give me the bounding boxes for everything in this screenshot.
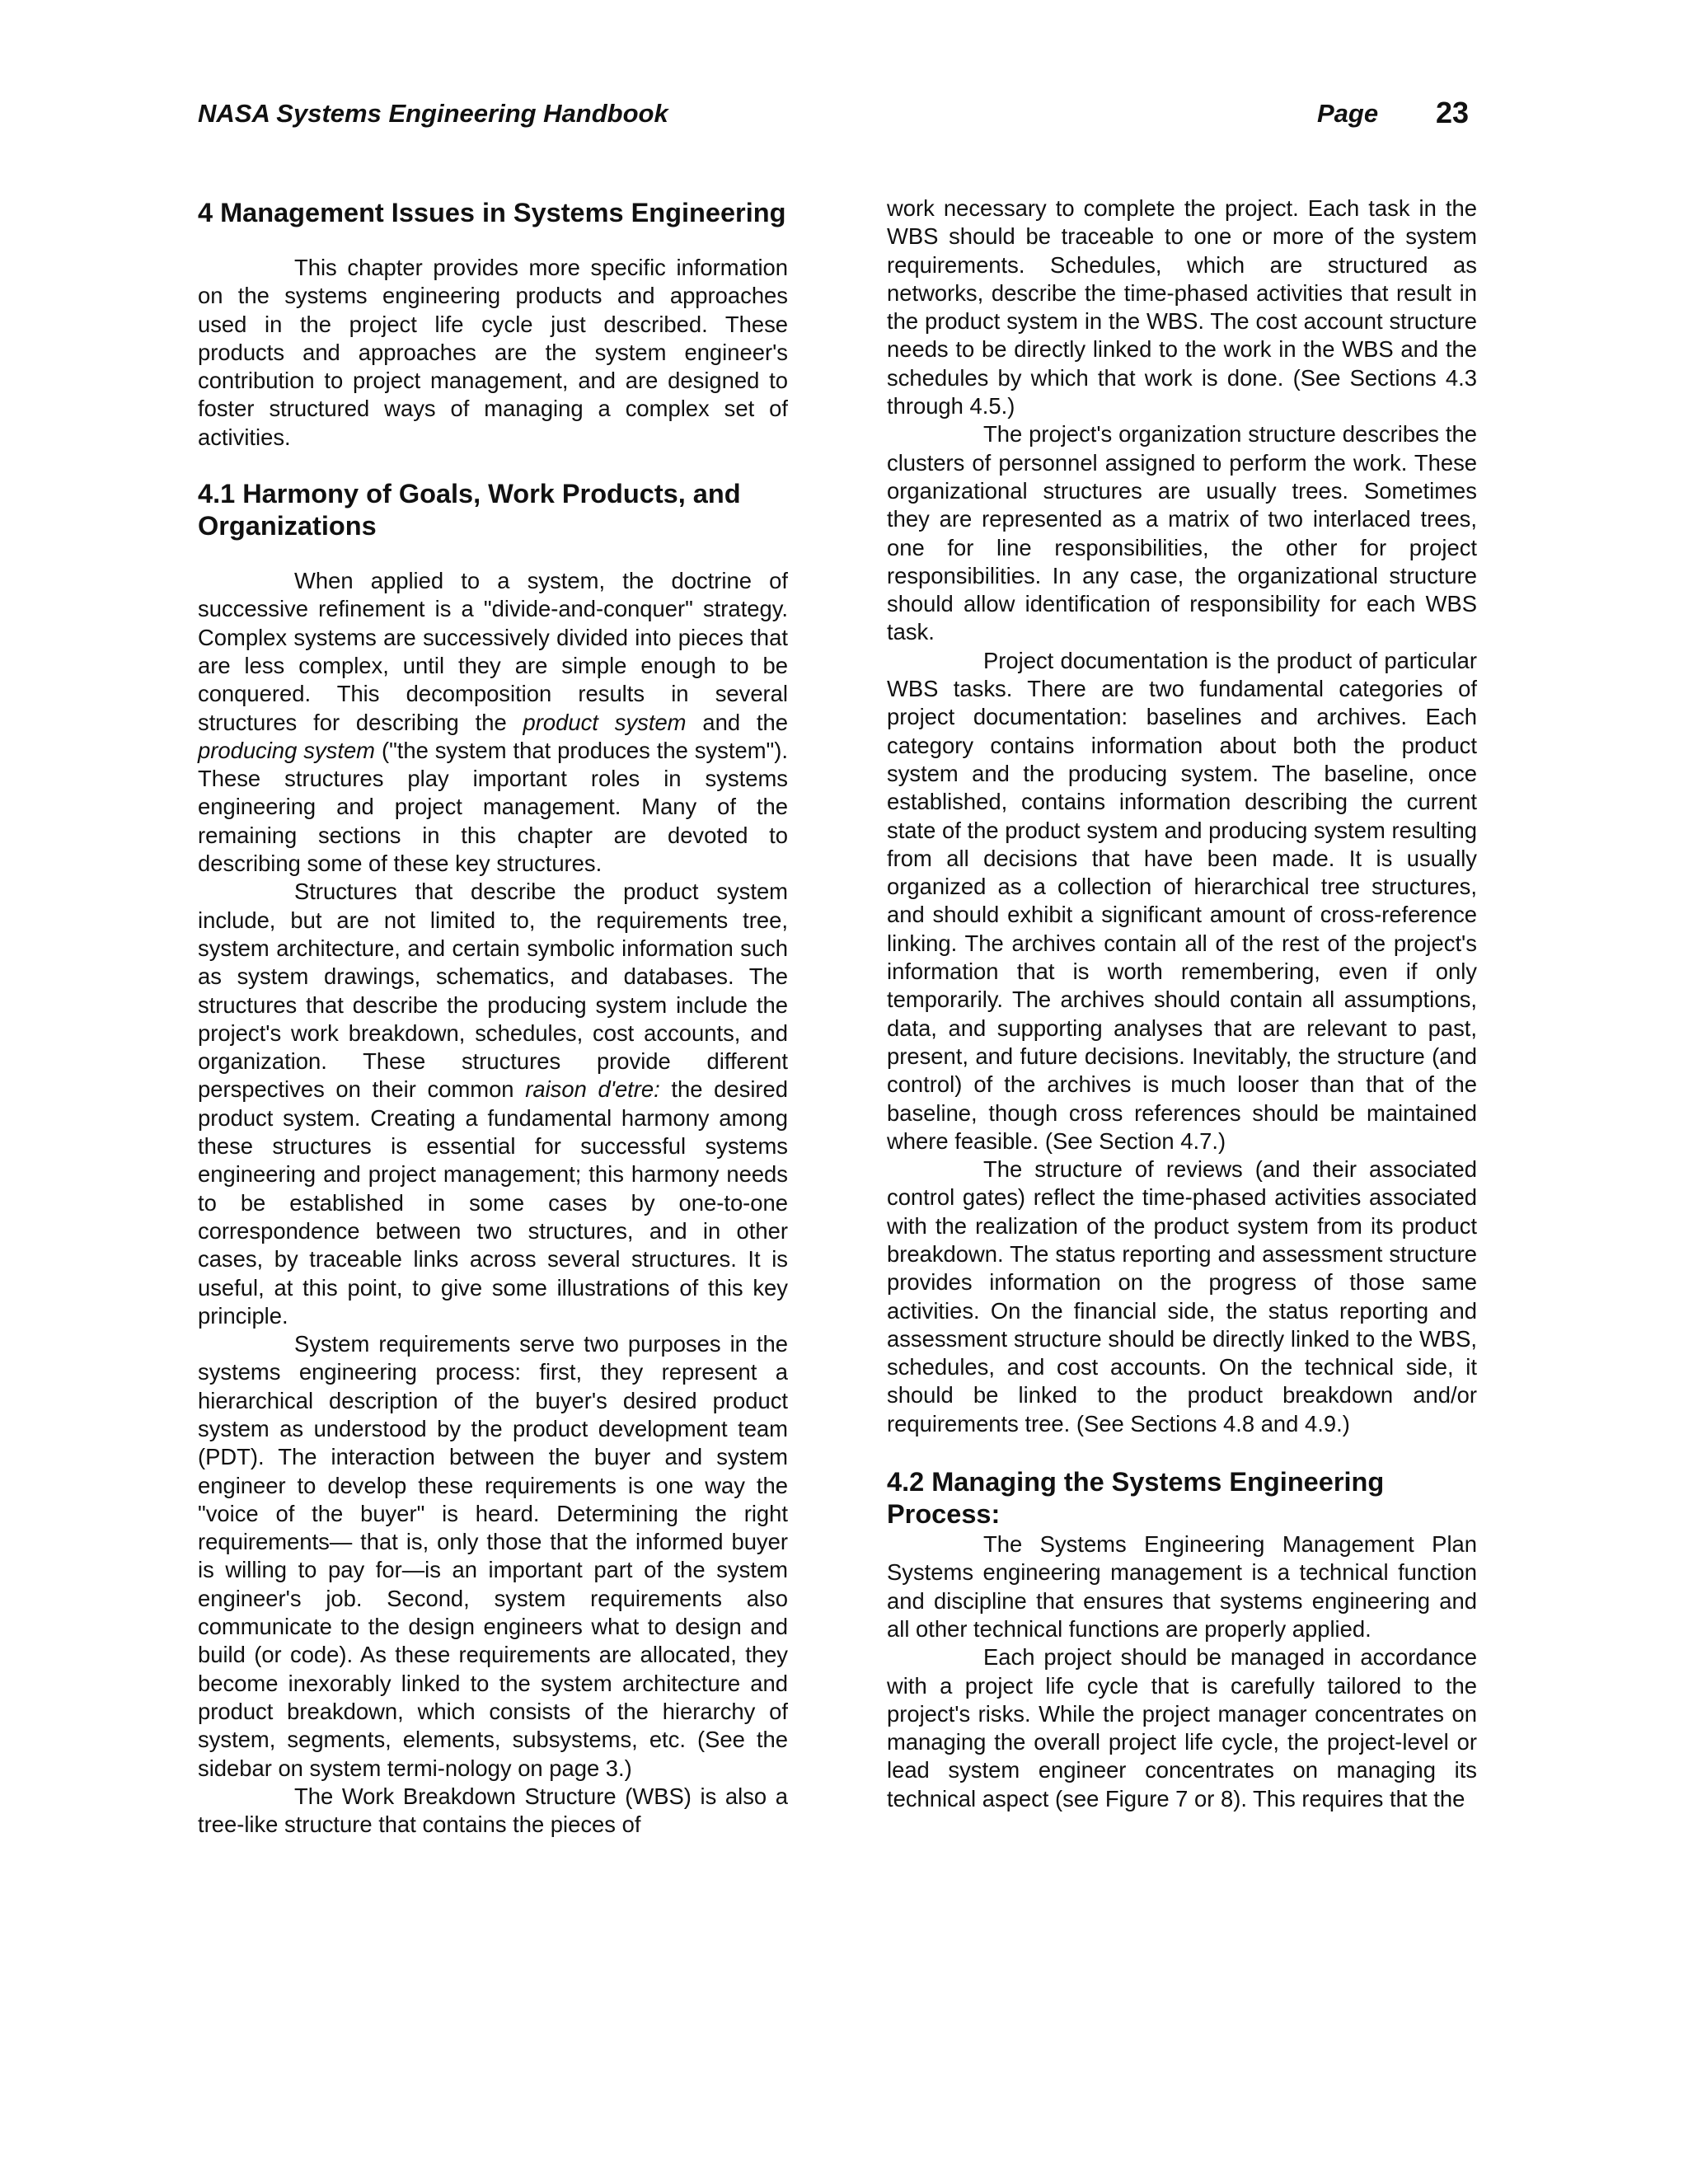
section-4-1-heading: 4.1 Harmony of Goals, Work Products, and Organizations bbox=[198, 479, 741, 541]
paragraph-system-requirements: System requirements serve two purposes in the systems engineering process: first, they represent a hierarchical description of the buyer's desired product system as understood by the product development team (PDT). The interaction between the buyer and system engineer to develop these requirements is one way the "voice of the buyer" is heard. Determining the right requirements— that is, only those that the informed buyer is willing to pay for—is an important part of the system engineer's job. Second, system requirements also communicate to the design engineers what to design and build (or code). As these requirements are allocated, they become inexorably linked to the system architecture and product breakdown, which consists of the hierarchy of system, segments, elements, subsystems, etc. (See the sidebar on system termi-nology on page 3.) bbox=[198, 1331, 788, 1781]
page-number: 23 bbox=[1435, 96, 1469, 129]
paragraph-semp: The Systems Engineering Management Plan Systems engineering management is a technical function and discipline that ensures that systems engineering and all other technical functions are properly applied. bbox=[887, 1531, 1477, 1642]
paragraph-organization-structure: The project's organization structure describes the clusters of personnel assigned to perform the work. These organizational structures are usually trees. Sometimes they are represented as a matrix of two interlaced trees, one for line responsibilities, the other for project responsibilities. In any case, the organizational structure should allow identification of responsibility for each WBS task. bbox=[887, 421, 1477, 645]
page-header bbox=[198, 96, 1469, 138]
term-product-system: product system bbox=[523, 709, 687, 735]
intro-paragraph: This chapter provides more specific information on the systems engineering products and approaches used in the project life cycle just described. These products and approaches are the system engineer's contribution to project management, and are designed to foster structured ways of managing a complex set of activities. bbox=[198, 255, 788, 450]
paragraph-project-life-cycle: Each project should be managed in accordance with a project life cycle that is carefully tailored to the project's risks. While the project manager concentrates on managing the overall project life cycle, the project-level or lead system engineer concentrates on managing its technical aspect (see Figure 7 or 8). This requires that the bbox=[887, 1644, 1477, 1811]
paragraph-successive-refinement: When applied to a system, the doctrine of successive refinement is a "divide-and-conquer" strategy. Complex systems are successively divided into pieces that are less complex, until they are simple enough to be conquered. This decomposition results in several structures for describing the product system and the producing system ("the system that produces the system"). These structures play important roles in systems engineering and project management. Many of the remaining sections in this chapter are devoted to describing some of these key structures. bbox=[198, 568, 788, 877]
section-4-2-heading: 4.2 Managing the Systems Engineering Process: bbox=[887, 1467, 1385, 1530]
right-column bbox=[887, 194, 1477, 1813]
paragraph-structures: Structures that describe the product system include, but are not limited to, the requirements tree, system architecture, and certain symbolic information such as system drawings, schematics, and databases. The structures that describe the producing system include the project's work breakdown, schedules, cost accounts, and organization. These structures provide different perspectives on their common raison d'etre: the desired product system. Creating a fundamental harmony among these structures is essential for successful systems engineering and project management; this harmony needs to be established in some cases by one-to-one correspondence between two structures, and in other cases, by traceable links across several structures. It is useful, at this point, to give some illustrations of this key principle. bbox=[198, 879, 789, 1329]
term-producing-system: producing system bbox=[198, 737, 375, 763]
page-label: Page bbox=[1317, 99, 1379, 128]
paragraph-wbs-continued: work necessary to complete the project. Each task in the WBS should be traceable to one or more of the system requirements. Schedules, which are structured as networks, describe the time-phased activities that result in the product system in the WBS. The cost account structure needs to be directly linked to the work in the WBS and the schedules by which that work is done. (See Sections 4.3 through 4.5.) bbox=[887, 195, 1477, 419]
chapter-heading: 4 Management Issues in Systems Engineering bbox=[198, 198, 786, 227]
left-column bbox=[198, 194, 788, 1839]
paragraph-reviews: The structure of reviews (and their associated control gates) reflect the time-phased activities associated with the realization of the product system from its product breakdown. The status reporting and assessment structure provides information on the progress of those same activities. On the financial side, the status reporting and assessment structure should be directly linked to the WBS, schedules, and cost accounts. On the technical side, it should be linked to the product breakdown and/or requirements tree. (See Sections 4.8 and 4.9.) bbox=[887, 1156, 1477, 1436]
paragraph-project-documentation: Project documentation is the product of particular WBS tasks. There are two fundamental categories of project documentation: baselines and archives. Each category contains information about both the product system and the producing system. The baseline, once established, contains information describing the current state of the product system and producing system resulting from all decisions that have been made. It is usually organized as a collection of hierarchical tree structures, and should exhibit a significant amount of cross-reference linking. The archives contain all of the rest of the project's information that is worth remembering, even if only temporarily. The archives should contain all assumptions, data, and supporting analyses that are relevant to past, present, and future decisions. Inevitably, the structure (and control) of the archives is much looser than that of the baseline, though cross references should be maintained where feasible. (See Section 4.7.) bbox=[887, 647, 1477, 1154]
term-raison-detre: raison d'etre: bbox=[525, 1076, 660, 1103]
running-title: NASA Systems Engineering Handbook bbox=[198, 99, 668, 128]
paragraph-wbs: The Work Breakdown Structure (WBS) is also a tree-like structure that contains the pieces of bbox=[198, 1783, 788, 1838]
